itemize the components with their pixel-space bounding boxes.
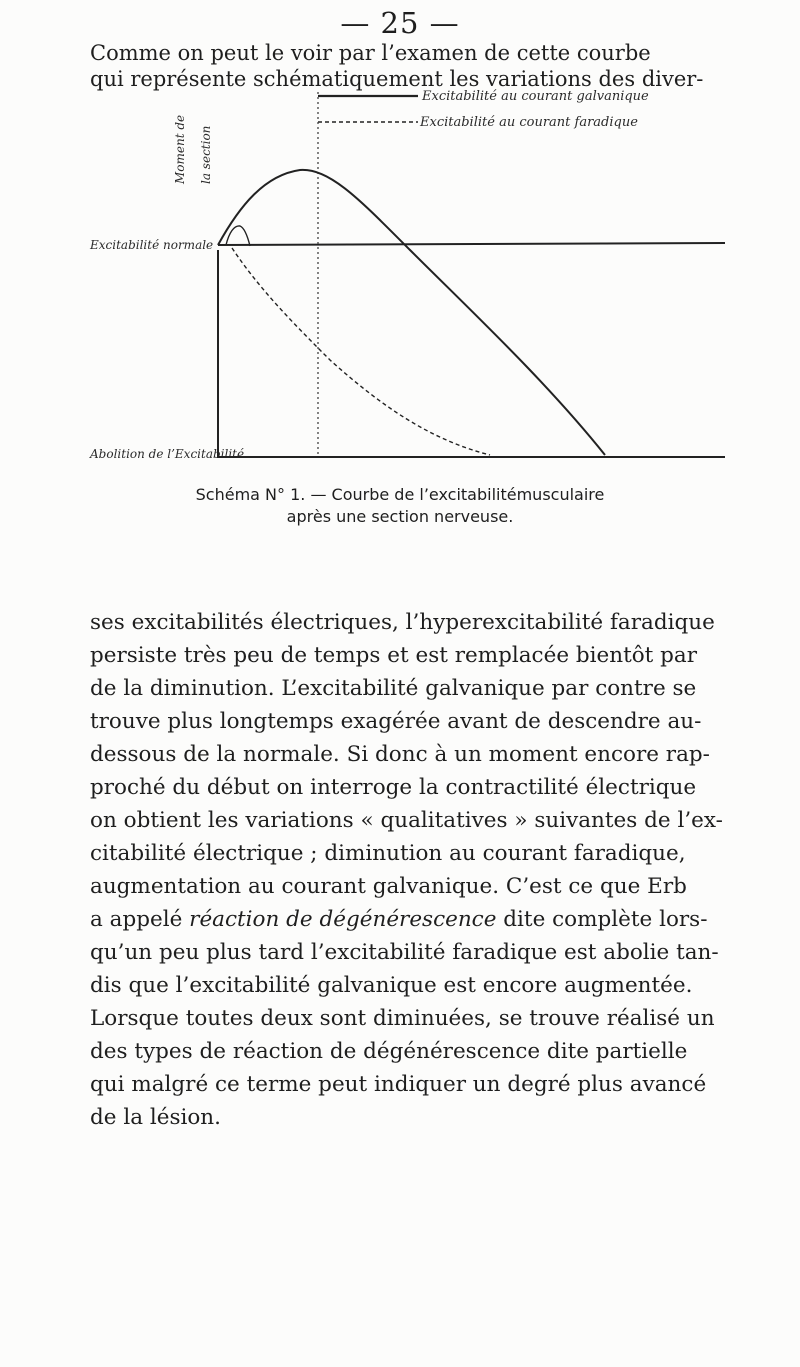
figure-caption xyxy=(0,484,800,528)
body-line: Lorsque toutes deux sont diminuées, se trouve réalisé un xyxy=(90,1006,715,1031)
body-line: dis que l’excitabilité galvanique est encore augmentée. xyxy=(90,973,693,998)
galvanic-excitability-curve xyxy=(218,170,605,455)
body-line: trouve plus longtemps exagérée avant de descendre au- xyxy=(90,709,702,734)
page-number: — 25 — xyxy=(340,6,460,40)
legend xyxy=(318,89,649,130)
faradic-excitability-curve xyxy=(232,248,490,455)
label-abolition: Abolition de l’Excitabilité xyxy=(90,447,245,461)
body-line: on obtient les variations « qualitatives » suivantes de l’ex- xyxy=(90,808,723,833)
body-line: qui malgré ce terme peut indiquer un degré plus avancé xyxy=(90,1072,707,1097)
body-segment: a appelé xyxy=(90,907,183,932)
body-segment: dite complète lors- xyxy=(503,907,708,932)
body-paragraph xyxy=(90,606,740,1134)
faradic-initial-bump xyxy=(226,226,250,246)
vertical-label-section: la section xyxy=(199,125,213,184)
body-line: augmentation au courant galvanique. C’est ce que Erb xyxy=(90,874,687,899)
body-line: proché du début on interroge la contractilité électrique xyxy=(90,775,697,800)
normal-level-line xyxy=(218,243,725,245)
body-line: persiste très peu de temps et est remplacée bientôt par xyxy=(90,643,698,668)
vertical-label-moment: Moment de xyxy=(173,114,187,184)
caption-line: après une section nerveuse. xyxy=(286,507,514,526)
body-line: qu’un peu plus tard l’excitabilité faradique est abolie tan- xyxy=(90,940,719,965)
excitability-schema-figure xyxy=(0,0,800,540)
body-line: des types de réaction de dégénérescence dite partielle xyxy=(90,1039,688,1064)
legend-faradic-label: Excitabilité au courant faradique xyxy=(420,115,638,130)
body-line: de la diminution. L’excitabilité galvanique par contre se xyxy=(90,676,697,701)
body-line: citabilité électrique ; diminution au courant faradique, xyxy=(90,841,686,866)
legend-galvanic-label: Excitabilité au courant galvanique xyxy=(422,89,649,104)
body-line: dessous de la normale. Si donc à un moment encore rap- xyxy=(90,742,710,767)
intro-line: Comme on peut le voir par l’examen de cette courbe xyxy=(90,41,651,65)
body-line xyxy=(90,903,740,936)
label-normal-excitability: Excitabilité normale xyxy=(90,238,214,252)
intro-line: qui représente schématiquement les variations des diver- xyxy=(90,67,704,91)
body-line: de la lésion. xyxy=(90,1105,221,1130)
term-reaction-degenerescence: réaction de dégénérescence xyxy=(189,907,497,932)
caption-line: Schéma N° 1. — Courbe de l’excitabilitémusculaire xyxy=(195,485,605,504)
body-line: ses excitabilités électriques, l’hyperexcitabilité faradique xyxy=(90,610,715,635)
